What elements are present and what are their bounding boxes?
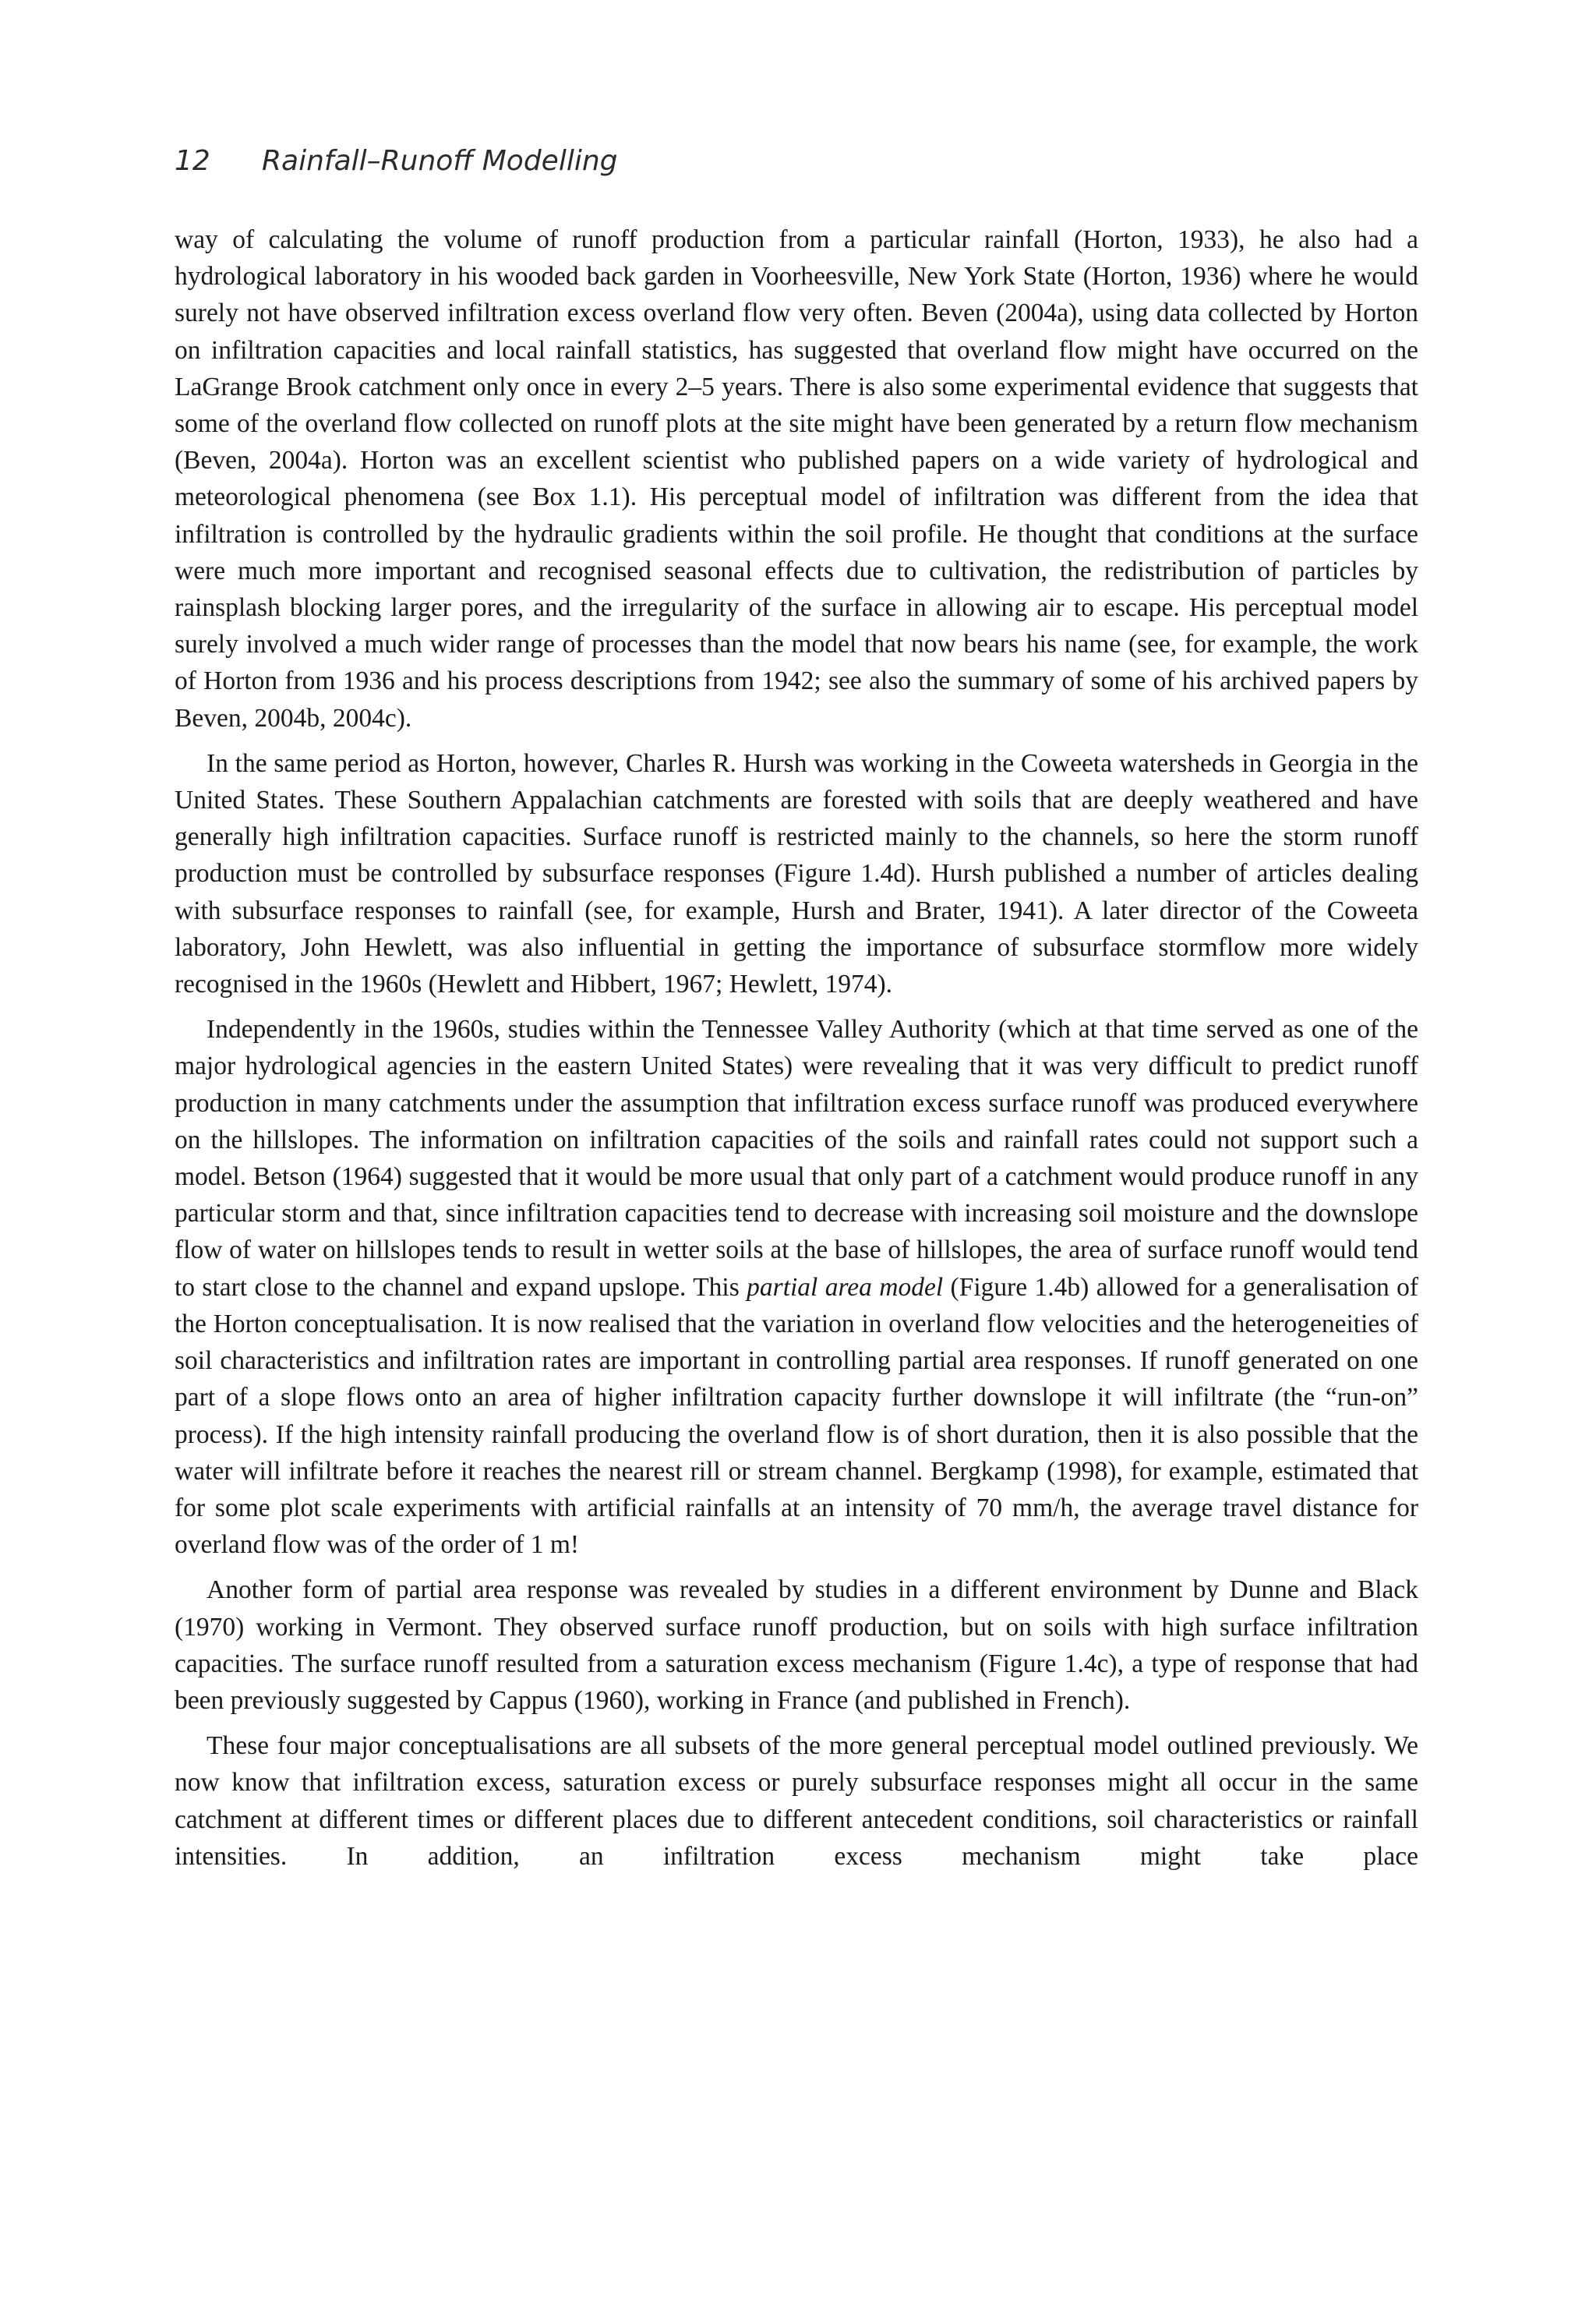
paragraph-partial-area: [175, 1011, 1418, 1563]
paragraph-horton-continued: [175, 221, 1418, 737]
italic-term: partial area model: [747, 1272, 944, 1302]
book-title: Rainfall–Runoff Modelling: [262, 145, 618, 177]
body-text: [175, 221, 1418, 1883]
page-number: 12: [175, 145, 210, 177]
paragraph-text: In the same period as Horton, however, Charles R. Hursh was working in the Coweeta watersheds in Georgia in the United States. These Southern Appalachian catchments are forested with soils that are deeply weathered and have generally high infiltration capacities. Surface runoff is restricted mainly to the channels, so here the storm runoff production must be controlled by subsurface responses (Figure 1.4d). Hursh published a number of articles dealing with subsurface responses to rainfall (see, for example, Hursh and Brater, 1941). A later director of the Coweeta laboratory, John Hewlett, was also influential in getting the importance of subsurface stormflow more widely recognised in the 1960s (Hewlett and Hibbert, 1967; Hewlett, 1974).: [175, 748, 1418, 999]
paragraph-text: Independently in the 1960s, studies within the Tennessee Valley Authority (which at that time served as one of the major hydrological agencies in the eastern United States) were revealing that it was very difficult to predict runoff production in many catchments under the assumption that infiltration excess surface runoff was produced everywhere on the hillslopes. The information on infiltration capacities of the soils and rainfall rates could not support such a model. Betson (1964) suggested that it would be more usual that only part of a catchment would produce runoff in any particular storm and that, since infiltration capacities tend to decrease with increasing soil moisture and the downslope flow of water on hillslopes tends to result in wetter soils at the base of hillslopes, the area of surface runoff would tend to start close to the channel and expand upslope. This: [175, 1015, 1418, 1302]
running-head: [175, 145, 618, 177]
paragraph-text: (Figure 1.4b) allowed for a generalisation of the Horton conceptualisation. It is now realised that the variation in overland flow velocities and the heterogeneities of soil characteristics and infiltration rates are important in controlling partial area responses. If runoff generated on one part of a slope flows onto an area of higher infiltration capacity further downslope it will infiltrate (the “run-on” process). If the high intensity rainfall producing the overland flow is of short duration, then it is also possible that the water will infiltrate before it reaches the nearest rill or stream channel. Bergkamp (1998), for example, estimated that for some plot scale experiments with artificial rainfalls at an intensity of 70 mm/h, the average travel distance for overland flow was of the order of 1 m!: [175, 1272, 1418, 1560]
paragraph-text: way of calculating the volume of runoff production from a particular rainfall (Horton, 1933), he also had a hydrological laboratory in his wooded back garden in Voorheesville, New York State (Horton, 1936) where he would surely not have observed infiltration excess overland flow very often. Beven (2004a), using data collected by Horton on infiltration capacities and local rainfall statistics, has suggested that overland flow might have occurred on the LaGrange Brook catchment only once in every 2–5 years. There is also some experimental evidence that suggests that some of the overland flow collected on runoff plots at the site might have been generated by a return flow mechanism (Beven, 2004a). Horton was an excellent scientist who published papers on a wide variety of hydrological and meteorological phenomena (see Box 1.1). His perceptual model of infiltration was different from the idea that infiltration is controlled by the hydraulic gradients within the soil profile. He thought that conditions at the surface were much more important and recognised seasonal effects due to cultivation, the redistribution of particles by rainsplash blocking larger pores, and the irregularity of the surface in allowing air to escape. His perceptual model surely involved a much wider range of processes than the model that now bears his name (see, for example, the work of Horton from 1936 and his process descriptions from 1942; see also the summary of some of his archived papers by Beven, 2004b, 2004c).: [175, 225, 1418, 733]
paragraph-text: Another form of partial area response was revealed by studies in a different environment by Dunne and Black (1970) working in Vermont. They observed surface runoff production, but on soils with high surface infiltration capacities. The surface runoff resulted from a saturation excess mechanism (Figure 1.4c), a type of response that had been previously suggested by Cappus (1960), working in France (and published in French).: [175, 1575, 1418, 1715]
paragraph-hursh: [175, 745, 1418, 1002]
paragraph-conceptualisations: [175, 1727, 1418, 1875]
paragraph-dunne-black: [175, 1571, 1418, 1719]
paragraph-text: These four major conceptualisations are all subsets of the more general perceptual model outlined previously. We now know that infiltration excess, saturation excess or purely subsurface responses might all occur in the same catchment at different times or different places due to different antecedent conditions, soil characteristics or rainfall intensities. In addition, an infiltration excess mechanism might take place: [175, 1731, 1418, 1871]
